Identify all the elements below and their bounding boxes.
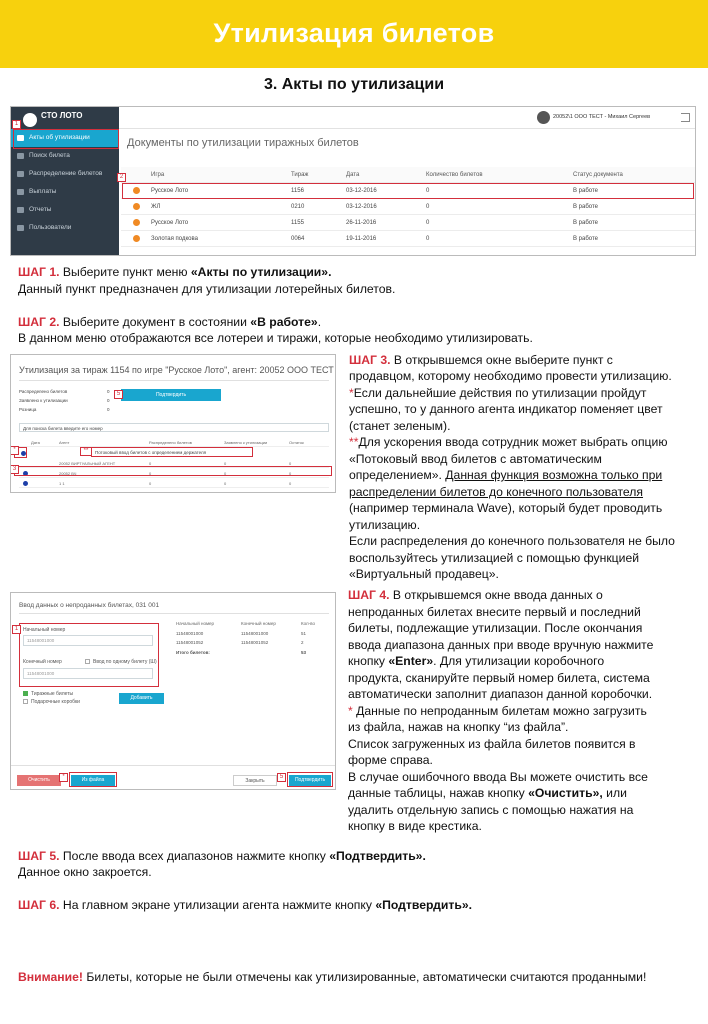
first-number-input[interactable]: 11548001000: [23, 635, 153, 646]
marker-5: 5: [277, 773, 286, 782]
table-header: Игра Тираж Дата Количество билетов Статус документа: [121, 167, 696, 183]
table-row[interactable]: ЖЛ 0210 03-12-2016 0 В работе: [121, 199, 696, 215]
table-row[interactable]: Русское Лото 1155 26-11-2016 0 В работе: [121, 215, 696, 231]
highlight-range-inputs: [19, 623, 159, 687]
step6-line: ШАГ 6. На главном экране утилизации агента нажмите кнопку «Подтвердить».: [18, 898, 472, 912]
table-row[interactable]: 20052 ВЧ 0 0 0: [19, 468, 329, 478]
step1-line1: ШАГ 1. Выберите пункт меню «Акты по утилизации».: [18, 265, 332, 279]
sidebar-item-distribution[interactable]: Распределение билетов: [11, 165, 119, 183]
marker-star: *: [10, 446, 19, 455]
confirm-button[interactable]: Подтвердить: [121, 389, 221, 401]
wallet-icon: [17, 189, 24, 195]
step5-line2: Данное окно закроется.: [18, 865, 152, 879]
table-row[interactable]: Русское Лото 1156 03-12-2016 0 В работе: [121, 183, 696, 199]
status-dot: [133, 219, 140, 226]
marker-double-star: **: [80, 447, 92, 456]
marker-1: 1: [12, 120, 21, 129]
marker-2: 2: [117, 173, 126, 182]
last-number-input[interactable]: 11548001000: [23, 668, 153, 679]
page-title: Утилизация билетов: [213, 18, 495, 48]
highlight-row: [122, 183, 694, 199]
add-button[interactable]: Добавить: [119, 693, 164, 704]
highlight-menu-item: [13, 129, 119, 149]
table-row[interactable]: Золотая подкова 0064 19-11-2016 0 В работе: [121, 231, 696, 247]
highlight-confirm: [287, 772, 333, 787]
marker-1: 1: [12, 625, 21, 634]
header-banner: [0, 0, 708, 68]
logout-icon[interactable]: [681, 113, 690, 122]
screenshot-acts-list: [10, 106, 696, 256]
marker-3: 3: [10, 465, 19, 474]
stoloto-logo: СТО ЛОТО: [23, 111, 93, 131]
documents-table: [121, 167, 696, 247]
highlight-agent-row: [14, 466, 332, 476]
search-icon: [17, 153, 24, 159]
user-name[interactable]: 20052\1 ООО ТЕСТ - Михаил Сергеев: [553, 114, 651, 120]
ticket-search-input[interactable]: Для поиска билета введите его номер: [19, 423, 329, 432]
step1-line2: Данный пункт предназначен для утилизации лотерейных билетов.: [18, 282, 396, 296]
chart-icon: [17, 207, 24, 213]
from-file-button[interactable]: Из файла: [71, 775, 115, 786]
screenshot-unsold-input: Ввод данных о непроданных билетах, 031 001 Начальный номер 11548001000 Конечный номер Ввод по одному билету (Ш) 11548001000 Тиражные билеты Подарочные коробки Добавить Начальный номер Конечный номер Кол-во 11548001000 11548001000 51 11548001052 11548001052 2 Итого билетов: 53 Очистить Из файла Закрыть Подтвердить 1 * 5: [10, 592, 336, 790]
sidebar-item-payouts[interactable]: Выплаты: [11, 183, 119, 201]
screenshot-agent-select: Утилизация за тираж 1154 по игре "Русское Лото", агент: 20052 ООО ТЕСТ Распределено билетов 0 Заявлено к утилизации 0 Розница 0 Подтвердить Для поиска билета введите его номер Дата Агент Распределено билетов Заявлено к утилизации Остаток Потоковый ввод билетов с определением держателя 20052 ВИРТУАЛЬНЫЙ АГЕНТ 0 0 0 20052 ВЧ 0 0 0 1 1 0 0 0 * ** 3 5: [10, 354, 336, 493]
table-header: Дата Агент Распределено билетов Заявлено к утилизации Остаток: [19, 437, 329, 447]
sidebar-item-users[interactable]: Пользователи: [11, 219, 119, 237]
step5-line1: ШАГ 5. После ввода всех диапазонов нажмите кнопку «Подтвердить».: [18, 849, 426, 863]
marker-5: 5: [114, 390, 123, 399]
close-button[interactable]: Закрыть: [233, 775, 277, 786]
confirm-button[interactable]: Подтвердить: [289, 775, 331, 786]
documents-heading: Документы по утилизации тиражных билетов: [127, 137, 359, 149]
table-row[interactable]: 1 1 0 0 0: [19, 478, 329, 488]
stream-input-option[interactable]: Потоковый ввод билетов с определением держателя: [95, 450, 207, 455]
highlight-stream-option: [91, 447, 253, 457]
status-dot: [133, 235, 140, 242]
users-icon: [17, 225, 24, 231]
status-dot: [133, 203, 140, 210]
sidebar-item-acts[interactable]: Акты об утилизации: [11, 129, 119, 147]
section-title: 3. Акты по утилизации: [263, 76, 445, 93]
gift-boxes-checkbox[interactable]: [23, 699, 28, 704]
draw-tickets-checkbox[interactable]: [23, 691, 28, 696]
step2-line1: ШАГ 2. Выберите документ в состоянии «В работе».: [18, 315, 322, 329]
dialog-title: Утилизация за тираж 1154 по игре "Русское Лото", агент: 20052 ООО ТЕСТ: [19, 365, 334, 375]
topbar: [119, 107, 696, 129]
sidebar-item-reports[interactable]: Отчеты: [11, 201, 119, 219]
share-icon: [17, 171, 24, 177]
highlight-from-file: [69, 772, 117, 787]
table-row[interactable]: 20052 ВИРТУАЛЬНЫЙ АГЕНТ 0 0 0: [19, 458, 329, 468]
dialog-title: Ввод данных о непроданных билетах, 031 001: [19, 602, 160, 609]
marker-star: *: [59, 773, 68, 782]
step2-line2: В данном меню отображаются все лотереи и тиражи, которые необходимо утилизировать.: [18, 331, 533, 345]
warning-line: Внимание! Билеты, которые не были отмечены как утилизированные, автоматически считаются проданными!: [18, 970, 647, 984]
sidebar-item-search[interactable]: Поиск билета: [11, 147, 119, 165]
avatar[interactable]: [537, 111, 550, 124]
clear-button[interactable]: Очистить: [17, 775, 61, 786]
agent-radio[interactable]: [23, 481, 28, 486]
